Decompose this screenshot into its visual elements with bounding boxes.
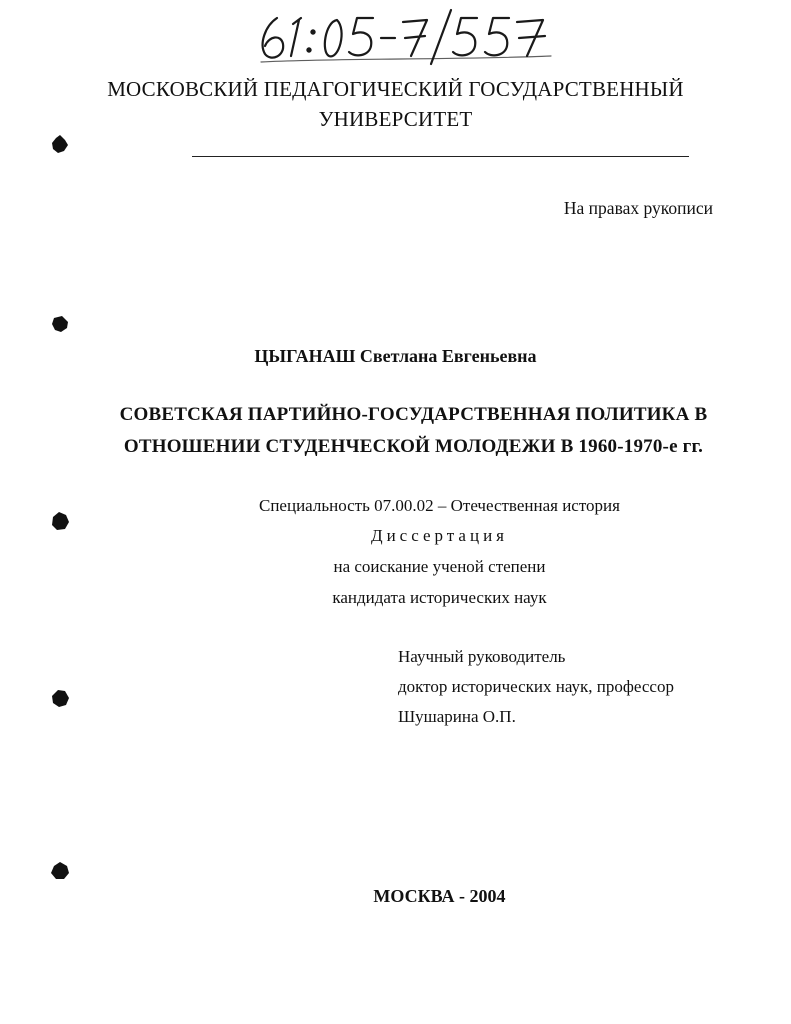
advisor-name: Шушарина О.П. — [398, 707, 516, 726]
degree-line2: кандидата исторических наук — [332, 588, 547, 607]
dissertation-title-line2: ОТНОШЕНИИ СТУДЕНЧЕСКОЙ МОЛОДЕЖИ В 1960-1970-е гг. — [123, 436, 704, 457]
author-name: ЦЫГАНАШ Светлана Евгеньевна — [254, 346, 537, 366]
binding-hole-mark — [50, 314, 70, 334]
work-type: Диссертация — [370, 526, 508, 545]
university-name-line2: УНИВЕРСИТЕТ — [318, 107, 473, 131]
handwritten-archive-code — [255, 4, 555, 66]
binding-hole-mark — [50, 511, 70, 531]
binding-hole-mark — [50, 688, 70, 708]
header-divider — [192, 156, 689, 157]
city-year: МОСКВА - 2004 — [373, 886, 506, 906]
specialty: Специальность 07.00.02 – Отечественная история — [259, 496, 620, 515]
advisor-credentials: доктор исторических наук, профессор — [398, 677, 674, 696]
degree-line1: на соискание ученой степени — [333, 557, 546, 576]
binding-hole-mark — [50, 861, 70, 881]
dissertation-title-line1: СОВЕТСКАЯ ПАРТИЙНО-ГОСУДАРСТВЕННАЯ ПОЛИТИКА В — [119, 404, 708, 425]
rights-note: На правах рукописи — [563, 198, 713, 218]
binding-hole-mark — [50, 134, 70, 154]
advisor-role: Научный руководитель — [398, 647, 566, 666]
university-name-line1: МОСКОВСКИЙ ПЕДАГОГИЧЕСКИЙ ГОСУДАРСТВЕННЫЙ — [107, 77, 684, 101]
